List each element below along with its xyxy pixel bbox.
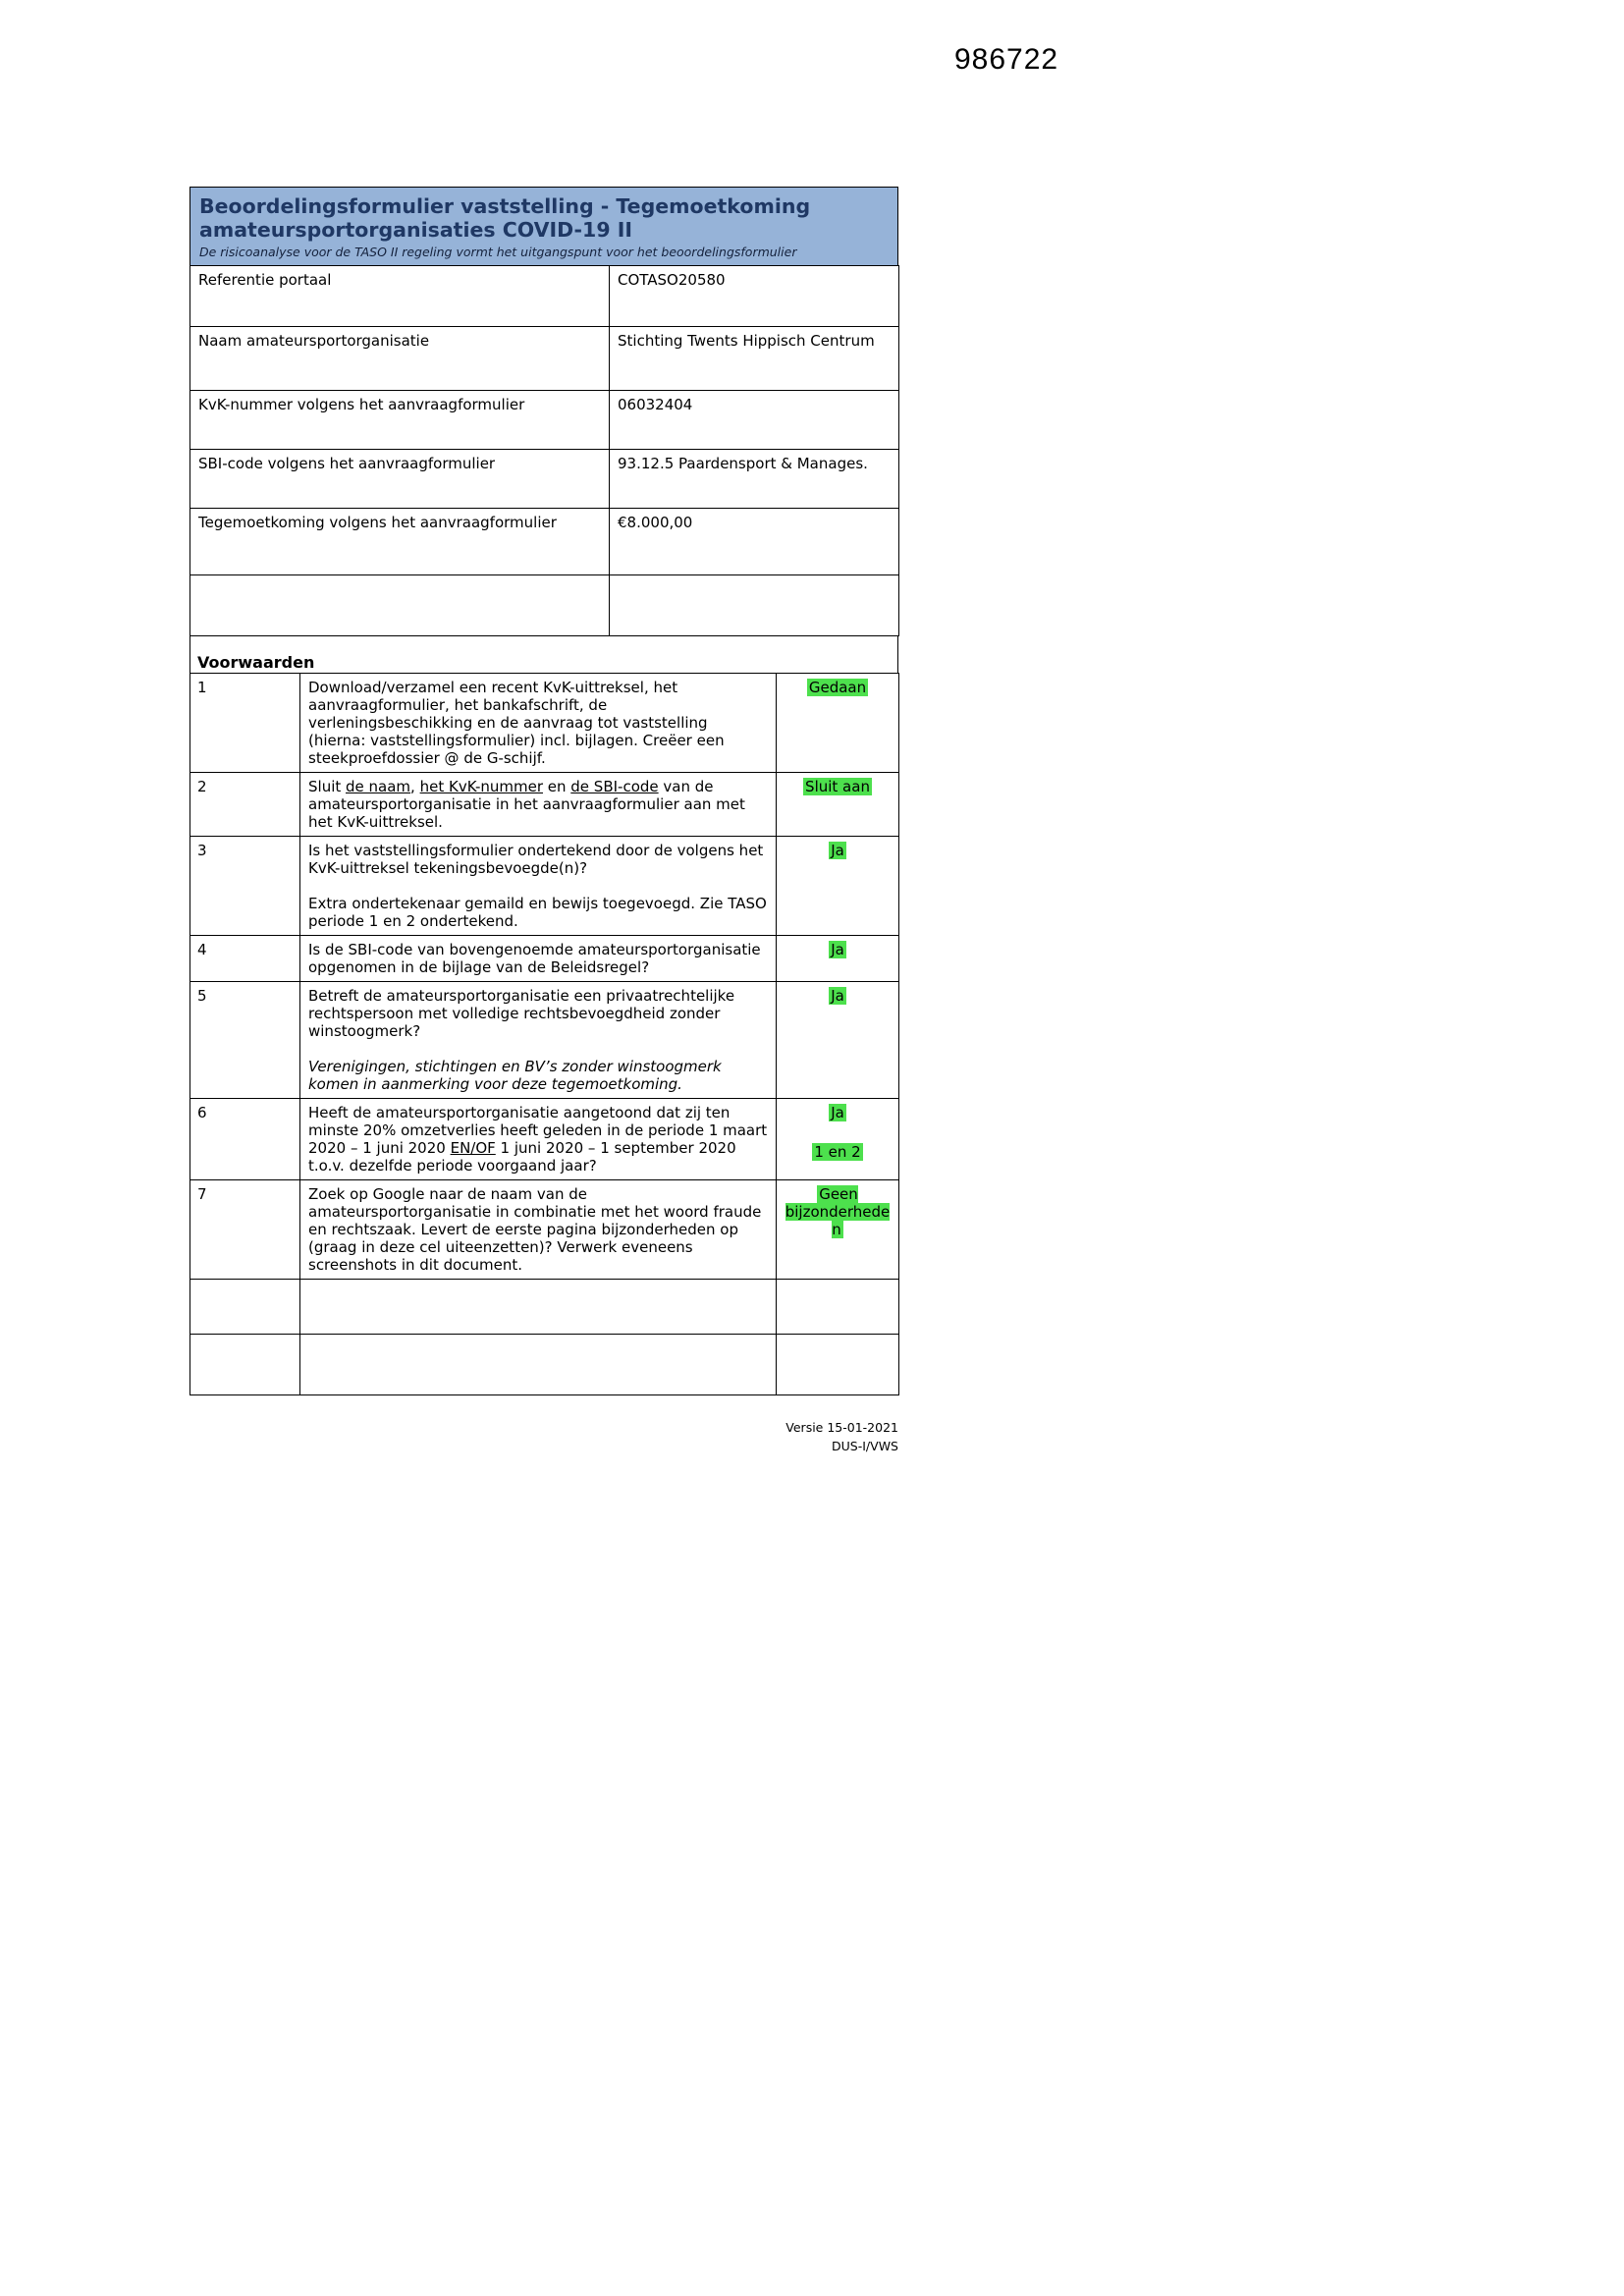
info-label-empty [190, 575, 610, 636]
condition-row [190, 936, 899, 982]
condition-number: 5 [190, 982, 300, 1099]
info-value: Stichting Twents Hippisch Centrum [610, 327, 899, 391]
info-value: €8.000,00 [610, 509, 899, 575]
condition-row [190, 837, 899, 936]
condition-row [190, 1099, 899, 1180]
condition-text [300, 1099, 777, 1180]
condition-answer [777, 982, 899, 1099]
info-value: COTASO20580 [610, 266, 899, 327]
condition-answer [777, 674, 899, 773]
info-row [190, 391, 899, 450]
condition-text [300, 982, 777, 1099]
answer-line [780, 1104, 895, 1121]
answer-highlight: Gedaan [808, 679, 867, 697]
info-row-empty [190, 575, 899, 636]
info-value: 06032404 [610, 391, 899, 450]
condition-number: 7 [190, 1180, 300, 1280]
condition-number: 3 [190, 837, 300, 936]
info-label: Tegemoetkoming volgens het aanvraagformulier [190, 509, 610, 575]
form-title-line2: amateursportorganisaties COVID-19 II [199, 218, 632, 243]
condition-number: 4 [190, 936, 300, 982]
info-label: KvK-nummer volgens het aanvraagformulier [190, 391, 610, 450]
condition-text-segment: EN/OF [450, 1139, 496, 1158]
answer-highlight: Ja [831, 987, 844, 1006]
info-row [190, 509, 899, 575]
condition-answer [777, 773, 899, 837]
condition-text [300, 773, 777, 837]
condition-text-segment: Zoek op Google naar de naam van de amateursportorganisatie in combinatie met het woord fraude en rechtszaak. Levert de eerste pagina bijzonderheden op (graag in deze cel uiteenzetten)? Verwerk eveneens screenshots in dit document. [308, 1185, 762, 1275]
condition-text [300, 1180, 777, 1280]
condition-answer [777, 936, 899, 982]
conditions-table [189, 673, 899, 1395]
condition-text [300, 837, 777, 936]
condition-row [190, 773, 899, 837]
assessment-form [189, 187, 898, 1455]
section-heading: Voorwaarden [197, 653, 315, 673]
condition-text-segment: Is de SBI-code van bovengenoemde amateursportorganisatie opgenomen in de bijlage van de Beleidsregel? [308, 941, 761, 977]
condition-text [300, 674, 777, 773]
condition-text-segment: Sluit [308, 778, 347, 796]
condition-answer [777, 837, 899, 936]
condition-number: 2 [190, 773, 300, 837]
condition-text-empty [300, 1335, 777, 1395]
doc-number: 986722 [954, 43, 1059, 76]
condition-text-segment: Download/verzamel een recent KvK-uittreksel, het aanvraagformulier, het bankafschrift, de verleningsbeschikking en de aanvraag tot vaststelling (hierna: vaststellingsformulier) incl. bijlagen. Creëer een steekproefdossier @ de G-schijf. [308, 679, 725, 768]
condition-number: 6 [190, 1099, 300, 1180]
condition-row [190, 982, 899, 1099]
condition-text-segment: 1 juni 2020 – 1 september 2020 t.o.v. dezelfde periode voorgaand jaar? [308, 1139, 736, 1175]
condition-paragraph: Extra ondertekenaar gemaild en bewijs toegevoegd. Zie TASO periode 1 en 2 ondertekend. [308, 895, 767, 931]
condition-answer-empty [777, 1335, 899, 1395]
condition-text-empty [300, 1280, 777, 1335]
info-row [190, 450, 899, 509]
form-header [189, 187, 898, 266]
answer-line [780, 1143, 895, 1161]
section-row [189, 636, 898, 673]
condition-row [190, 1180, 899, 1280]
info-table [189, 265, 899, 636]
answer-highlight: Ja [831, 842, 844, 860]
info-row [190, 327, 899, 391]
condition-answer [777, 1180, 899, 1280]
info-label: SBI-code volgens het aanvraagformulier [190, 450, 610, 509]
answer-highlight: Ja [831, 1104, 844, 1122]
answer-highlight: Sluit aan [805, 778, 870, 796]
condition-number-empty [190, 1280, 300, 1335]
condition-answer-empty [777, 1280, 899, 1335]
condition-answer [777, 1099, 899, 1180]
condition-text-segment: en [543, 778, 571, 796]
answer-highlight: Geen bijzonderheden [785, 1185, 891, 1239]
info-row [190, 266, 899, 327]
condition-text-segment: het KvK-nummer [419, 778, 543, 796]
condition-text-segment: , [410, 778, 420, 796]
condition-text-segment: de SBI-code [570, 778, 659, 796]
info-value-empty [610, 575, 899, 636]
condition-row-empty [190, 1335, 899, 1395]
condition-paragraph: Is het vaststellingsformulier ondertekend door de volgens het KvK-uittreksel tekeningsbevoegde(n)? [308, 842, 764, 878]
info-label: Referentie portaal [190, 266, 610, 327]
condition-paragraph: Verenigingen, stichtingen en BV’s zonder winstoogmerk komen in aanmerking voor deze tegemoetkoming. [308, 1058, 722, 1094]
condition-number-empty [190, 1335, 300, 1395]
info-value: 93.12.5 Paardensport & Manages. [610, 450, 899, 509]
form-subtitle: De risicoanalyse voor de TASO II regeling vormt het uitgangspunt voor het beoordelingsformulier [199, 245, 797, 260]
footer [189, 1419, 898, 1454]
footer-org: DUS-I/VWS [832, 1438, 898, 1453]
answer-highlight: 1 en 2 [814, 1143, 861, 1162]
answer-highlight: Ja [831, 941, 844, 959]
form-title [199, 194, 888, 242]
condition-paragraph: Betreft de amateursportorganisatie een privaatrechtelijke rechtspersoon met volledige rechtsbevoegdheid zonder winstoogmerk? [308, 987, 735, 1041]
condition-row [190, 674, 899, 773]
info-label: Naam amateursportorganisatie [190, 327, 610, 391]
condition-number: 1 [190, 674, 300, 773]
condition-text-segment: Heeft de amateursportorganisatie aangetoond dat zij ten minste 20% omzetverlies heeft geleden in de periode 1 maart 2020 – 1 juni 2020 [308, 1104, 768, 1158]
footer-version: Versie 15-01-2021 [785, 1420, 898, 1436]
condition-text [300, 936, 777, 982]
condition-text-segment: de naam [346, 778, 411, 796]
condition-text-segment: van de amateursportorganisatie in het aanvraagformulier aan met het KvK-uittreksel. [308, 778, 745, 832]
condition-row-empty [190, 1280, 899, 1335]
form-title-line1: Beoordelingsformulier vaststelling - Tegemoetkoming [199, 194, 811, 218]
